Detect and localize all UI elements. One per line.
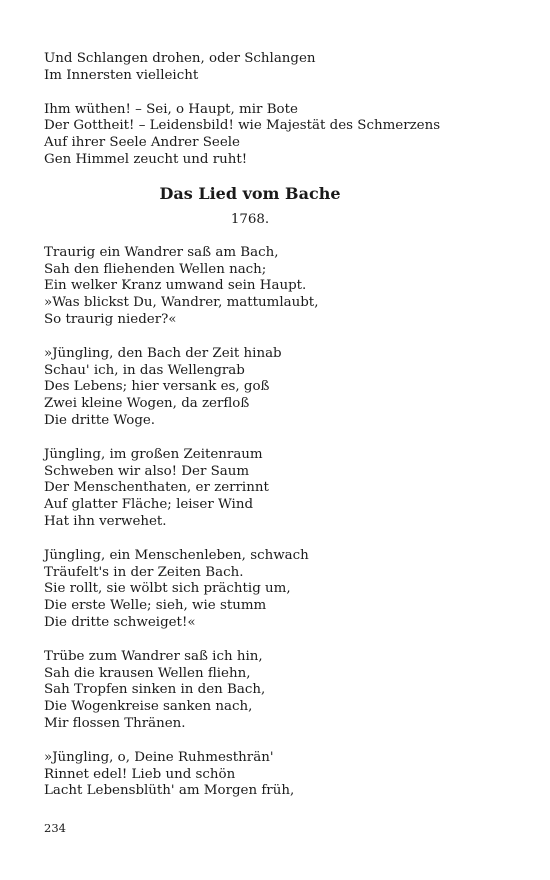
verse-line: Gen Himmel zeucht und ruht! — [44, 151, 248, 167]
verse-line: Sah die krausen Wellen fliehn, — [44, 665, 251, 681]
verse-line: Auf ihrer Seele Andrer Seele — [44, 135, 240, 151]
verse-line: Die Wogenkreise sanken nach, — [44, 699, 253, 715]
verse-line: Ihm wüthen! – Sei, o Haupt, mir Bote — [44, 101, 298, 117]
verse-line: Sah Tropfen sinken in den Bach, — [44, 682, 266, 698]
stanza — [44, 346, 514, 430]
verse-line: Und Schlangen drohen, oder Schlangen — [44, 51, 316, 66]
stanza — [44, 548, 514, 632]
verse-line: Jüngling, ein Menschenleben, schwach — [44, 547, 309, 563]
verse-line: Ein welker Kranz umwand sein Haupt. — [44, 278, 307, 294]
verse-line: Hat ihn verwehet. — [44, 513, 167, 529]
verse-line: Lacht Lebensblüth' am Morgen früh, — [44, 783, 295, 799]
poem-year: 1768. — [230, 211, 270, 227]
verse-line: Des Lebens; hier versank es, goß — [44, 379, 270, 395]
stanza — [44, 649, 514, 733]
poem-title: Das Lied vom Bache — [159, 183, 341, 203]
verse-line: Träufelt's in der Zeiten Bach. — [44, 564, 244, 580]
verse-line: Schweben wir also! Der Saum — [44, 463, 250, 479]
verse-line: Sah den fliehenden Wellen nach; — [44, 261, 267, 277]
stanza — [44, 447, 514, 531]
verse-line: »Jüngling, o, Deine Ruhmesthrän' — [44, 749, 274, 765]
page-body — [44, 51, 514, 800]
verse-line: Die dritte schweiget!« — [44, 614, 196, 630]
poem-heading — [44, 184, 456, 228]
stanza — [44, 245, 514, 329]
verse-line: Mir flossen Thränen. — [44, 715, 186, 731]
verse-line: Rinnet edel! Lieb und schön — [44, 766, 236, 782]
verse-line: Die dritte Woge. — [44, 412, 156, 428]
verse-line: Die erste Welle; sieh, wie stumm — [44, 598, 267, 614]
stanza — [44, 102, 514, 169]
verse-line: Der Menschenthaten, er zerrinnt — [44, 480, 269, 496]
page-number: 234 — [44, 821, 66, 835]
verse-line: Jüngling, im großen Zeitenraum — [44, 446, 263, 462]
verse-line: Trübe zum Wandrer saß ich hin, — [44, 648, 263, 664]
verse-line: »Was blickst Du, Wandrer, mattumlaubt, — [44, 295, 319, 311]
verse-line: Traurig ein Wandrer saß am Bach, — [44, 244, 279, 260]
stanza — [44, 51, 514, 85]
stanza — [44, 750, 514, 800]
verse-line: Sie rollt, sie wölbt sich prächtig um, — [44, 581, 291, 597]
verse-line: So traurig nieder?« — [44, 311, 177, 327]
verse-line: Zwei kleine Wogen, da zerfloß — [44, 396, 250, 412]
verse-line: »Jüngling, den Bach der Zeit hinab — [44, 345, 282, 361]
verse-line: Im Innersten vielleicht — [44, 67, 199, 83]
verse-line: Der Gottheit! – Leidensbild! wie Majestät des Schmerzens — [44, 118, 441, 134]
verse-line: Auf glatter Fläche; leiser Wind — [44, 497, 254, 513]
verse-line: Schau' ich, in das Wellengrab — [44, 362, 245, 378]
